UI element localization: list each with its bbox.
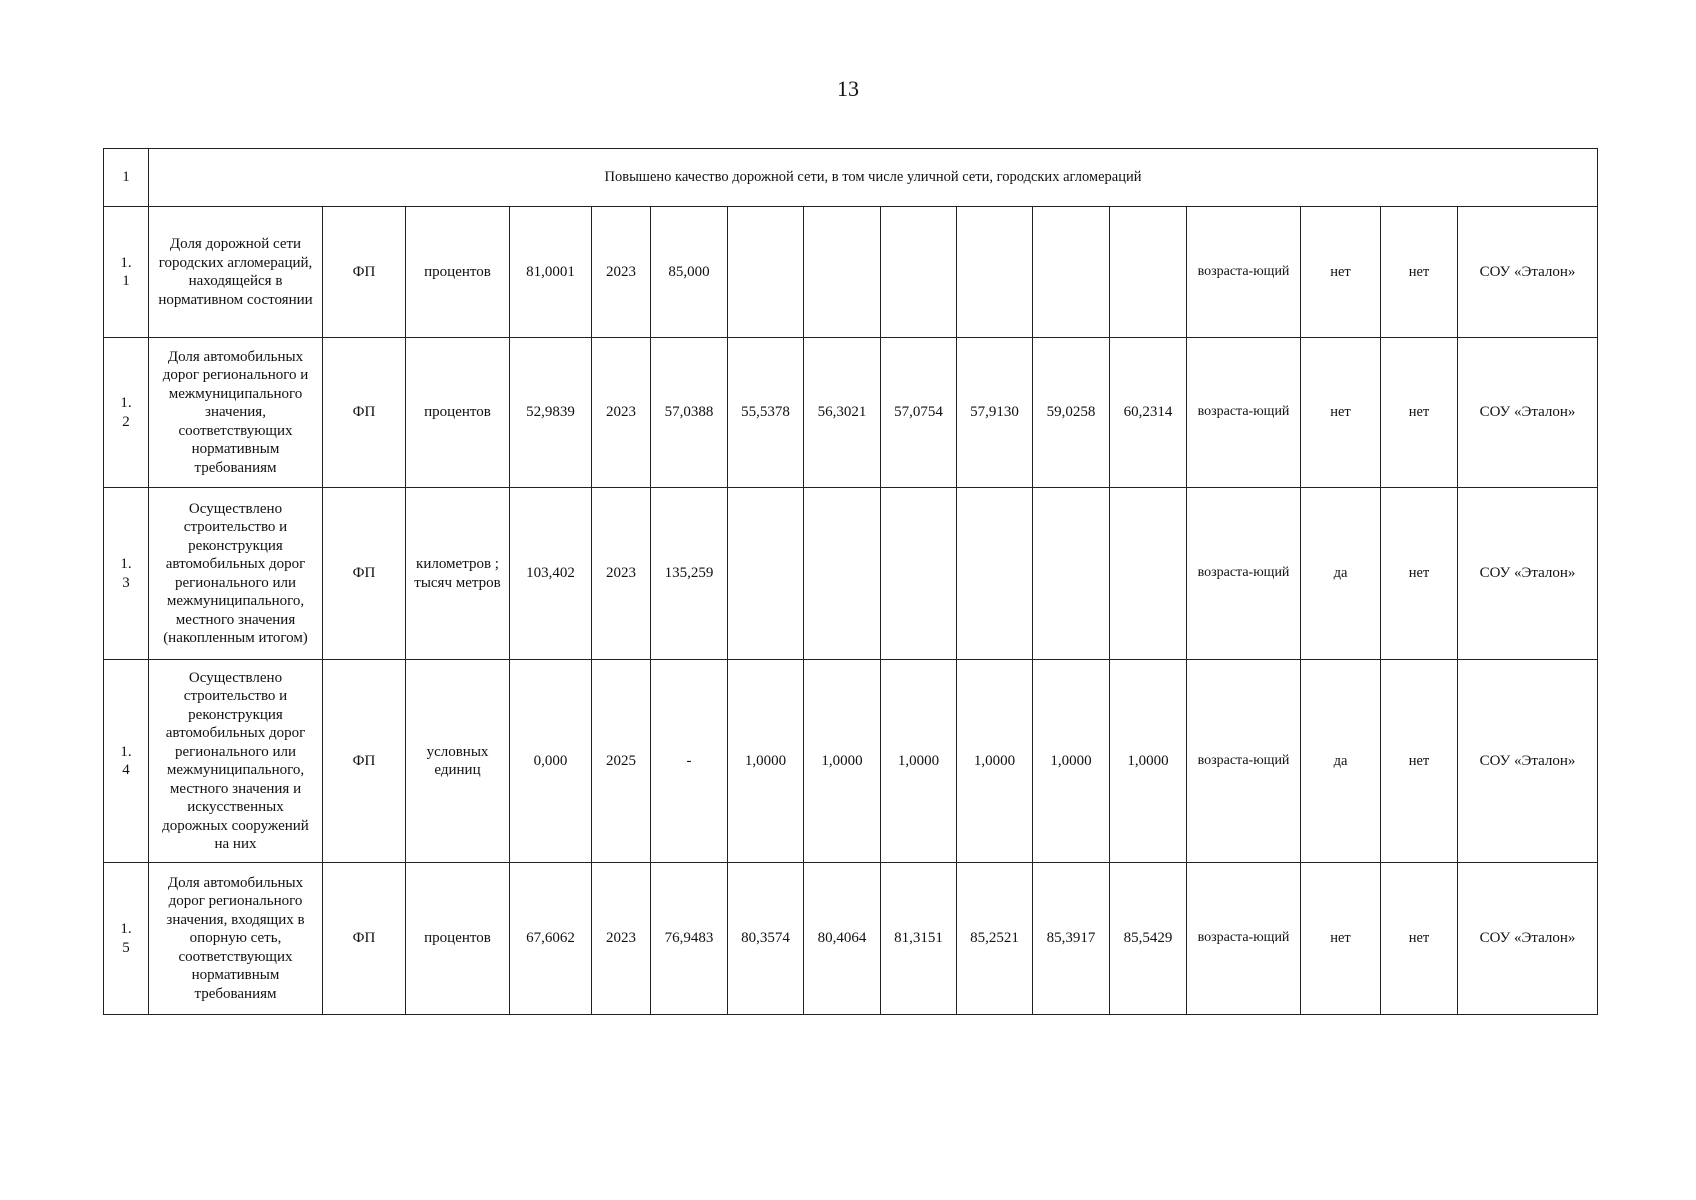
value-cell: 1,0000 bbox=[1110, 660, 1187, 863]
indicator-name: Доля дорожной сети городских агломераций, находящейся в нормативном состоянии bbox=[149, 207, 323, 338]
cumulative-cell: да bbox=[1301, 488, 1381, 660]
cumulative-cell: нет bbox=[1301, 338, 1381, 488]
unit-cell: процентов bbox=[406, 207, 510, 338]
row-number: 1. 3 bbox=[104, 488, 149, 660]
direction-cell: возраста-ющий bbox=[1187, 488, 1301, 660]
base-year-cell: 2023 bbox=[592, 207, 651, 338]
value-cell: 85,5429 bbox=[1110, 863, 1187, 1015]
source-cell: СОУ «Эталон» bbox=[1458, 660, 1598, 863]
base-value-cell: 0,000 bbox=[510, 660, 592, 863]
indicator-level: ФП bbox=[323, 660, 406, 863]
indicator-name: Доля автомобильных дорог регионального значения, входящих в опорную сеть, соответствующих нормативным требованиям bbox=[149, 863, 323, 1015]
source-cell: СОУ «Эталон» bbox=[1458, 207, 1598, 338]
table-row bbox=[104, 488, 1598, 660]
section-title: Повышено качество дорожной сети, в том числе уличной сети, городских агломераций bbox=[149, 149, 1598, 207]
cumulative-cell: нет bbox=[1301, 863, 1381, 1015]
indicator-level: ФП bbox=[323, 863, 406, 1015]
table-row bbox=[104, 660, 1598, 863]
direction-cell: возраста-ющий bbox=[1187, 338, 1301, 488]
base-year-cell: 2023 bbox=[592, 338, 651, 488]
value-cell bbox=[1110, 488, 1187, 660]
value-cell bbox=[1033, 488, 1110, 660]
value-cell: 1,0000 bbox=[1033, 660, 1110, 863]
value-cell: 55,5378 bbox=[728, 338, 804, 488]
value-cell: 1,0000 bbox=[957, 660, 1033, 863]
decomposition-cell: нет bbox=[1381, 863, 1458, 1015]
value-cell: 1,0000 bbox=[881, 660, 957, 863]
source-cell: СОУ «Эталон» bbox=[1458, 863, 1598, 1015]
cumulative-cell: нет bbox=[1301, 207, 1381, 338]
table-row bbox=[104, 863, 1598, 1015]
indicator-level: ФП bbox=[323, 207, 406, 338]
base-value-cell: 52,9839 bbox=[510, 338, 592, 488]
direction-cell: возраста-ющий bbox=[1187, 863, 1301, 1015]
base-year-cell: 2023 bbox=[592, 488, 651, 660]
indicator-name: Доля автомобильных дорог регионального и межмуниципального значения, соответствующих нормативным требованиям bbox=[149, 338, 323, 488]
decomposition-cell: нет bbox=[1381, 338, 1458, 488]
base-value-cell: 67,6062 bbox=[510, 863, 592, 1015]
base-value-cell: 103,402 bbox=[510, 488, 592, 660]
value-cell: 59,0258 bbox=[1033, 338, 1110, 488]
direction-cell: возраста-ющий bbox=[1187, 660, 1301, 863]
value-cell bbox=[804, 207, 881, 338]
base-year-cell: 2025 bbox=[592, 660, 651, 863]
value-cell: 85,000 bbox=[651, 207, 728, 338]
row-number: 1. 2 bbox=[104, 338, 149, 488]
indicator-name: Осуществлено строительство и реконструкция автомобильных дорог регионального или межмуниципального, местного значения (накопленным итогом) bbox=[149, 488, 323, 660]
value-cell bbox=[1110, 207, 1187, 338]
table-row bbox=[104, 207, 1598, 338]
value-cell: 1,0000 bbox=[804, 660, 881, 863]
section-number: 1 bbox=[104, 149, 149, 207]
value-cell: 85,2521 bbox=[957, 863, 1033, 1015]
value-cell: 60,2314 bbox=[1110, 338, 1187, 488]
unit-cell: километров ; тысяч метров bbox=[406, 488, 510, 660]
value-cell: 135,259 bbox=[651, 488, 728, 660]
value-cell: 76,9483 bbox=[651, 863, 728, 1015]
row-number: 1. 5 bbox=[104, 863, 149, 1015]
decomposition-cell: нет bbox=[1381, 207, 1458, 338]
decomposition-cell: нет bbox=[1381, 488, 1458, 660]
value-cell: 57,9130 bbox=[957, 338, 1033, 488]
indicator-level: ФП bbox=[323, 488, 406, 660]
unit-cell: процентов bbox=[406, 863, 510, 1015]
value-cell: 57,0754 bbox=[881, 338, 957, 488]
cumulative-cell: да bbox=[1301, 660, 1381, 863]
unit-cell: условных единиц bbox=[406, 660, 510, 863]
value-cell: 1,0000 bbox=[728, 660, 804, 863]
decomposition-cell: нет bbox=[1381, 660, 1458, 863]
value-cell: 56,3021 bbox=[804, 338, 881, 488]
table-row bbox=[104, 338, 1598, 488]
value-cell bbox=[1033, 207, 1110, 338]
row-number: 1. 4 bbox=[104, 660, 149, 863]
value-cell: 80,3574 bbox=[728, 863, 804, 1015]
base-year-cell: 2023 bbox=[592, 863, 651, 1015]
value-cell bbox=[957, 488, 1033, 660]
row-number: 1. 1 bbox=[104, 207, 149, 338]
value-cell bbox=[881, 488, 957, 660]
indicator-level: ФП bbox=[323, 338, 406, 488]
unit-cell: процентов bbox=[406, 338, 510, 488]
value-cell: 57,0388 bbox=[651, 338, 728, 488]
source-cell: СОУ «Эталон» bbox=[1458, 488, 1598, 660]
value-cell bbox=[957, 207, 1033, 338]
value-cell: 80,4064 bbox=[804, 863, 881, 1015]
value-cell: - bbox=[651, 660, 728, 863]
source-cell: СОУ «Эталон» bbox=[1458, 338, 1598, 488]
value-cell bbox=[804, 488, 881, 660]
value-cell: 81,3151 bbox=[881, 863, 957, 1015]
direction-cell: возраста-ющий bbox=[1187, 207, 1301, 338]
value-cell bbox=[728, 207, 804, 338]
indicators-table bbox=[103, 148, 1598, 1015]
indicator-name: Осуществлено строительство и реконструкция автомобильных дорог регионального или межмуниципального, местного значения и искусственных дорожных сооружений на них bbox=[149, 660, 323, 863]
value-cell bbox=[881, 207, 957, 338]
value-cell: 85,3917 bbox=[1033, 863, 1110, 1015]
section-row bbox=[104, 149, 1598, 207]
base-value-cell: 81,0001 bbox=[510, 207, 592, 338]
page-number: 13 bbox=[837, 76, 859, 101]
value-cell bbox=[728, 488, 804, 660]
